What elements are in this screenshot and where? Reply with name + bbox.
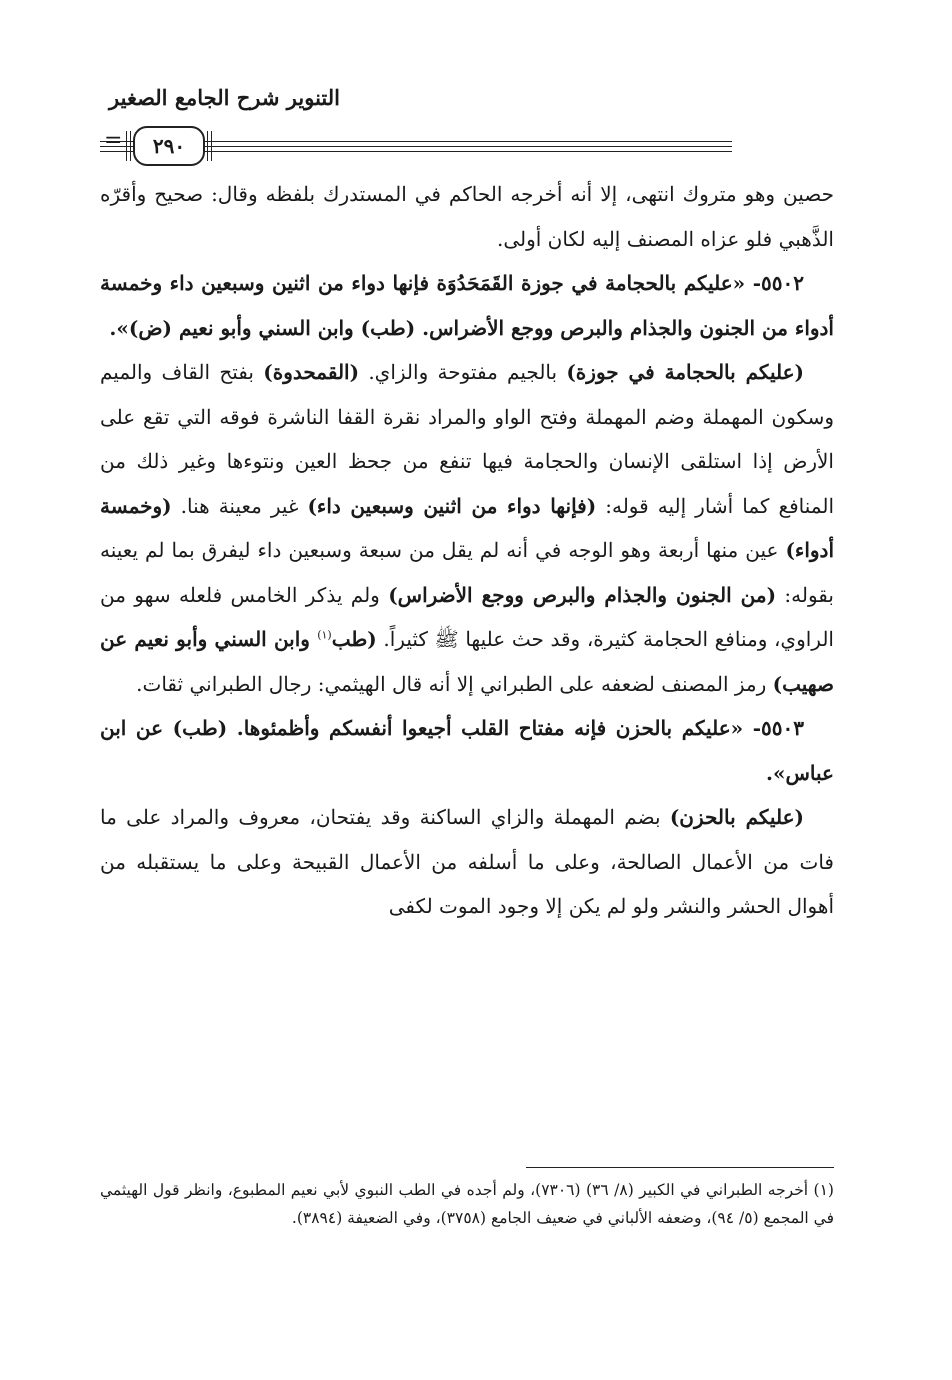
commentary-5502: (عليكم بالحجامة في جوزة) بالجيم مفتوحة والزاي. (القمحدوة) بفتح القاف والميم وسكون المهملة وضم المهملة وفتح الواو والمراد نقرة القفا الناشرة فوقه التي تقع على الأرض إذا استلقى الإنسان والحجامة فيها تنفع من جحظ العين ونتوءها وغير ذلك من المنافع كما أشار إليه قوله: (فإنها دواء من اثنين وسبعين داء) غير معينة هنا. (وخمسة أدواء) عين منها أربعة وهو الوجه في أنه لم يقل من سبعة وسبعين داء ليفرق بما لم يعينه بقوله: (من الجنون والجذام والبرص ووجع الأضراس) ولم يذكر الخامس فلعله سهو من الراوي، ومنافع الحجامة كثيرة، وقد حث عليها ﷺ كثيراً. (طب$^{(١)}$ وابن السني وأبو نعيم عن صهيب) رمز المصنف لضعفه على الطبراني إلا أنه قال الهيثمي: رجال الطبراني ثقات. xyxy=(100,360,835,696)
header-ornament: = xyxy=(104,128,123,153)
commentary-5503: (عليكم بالحزن) بضم المهملة والزاي الساكنة وقد يفتحان، معروف والمراد على ما فات من الأعمال الصالحة، وعلى ما أسلفه من الأعمال القبيحة وعلى ما يستقبله من أهوال الحشر والنشر ولو لم يكن إلا وجود الموت لكفى xyxy=(100,805,834,918)
running-header-title: التنوير شرح الجامع الصغير xyxy=(109,85,340,110)
page-number-text: ٢٩٠ xyxy=(152,134,186,158)
footnote-separator xyxy=(526,1167,834,1168)
page-number xyxy=(133,126,205,166)
paragraph-continuation: حصين وهو متروك انتهى، إلا أنه أخرجه الحاكم في المستدرك بلفظه وقال: صحيح وأقرّه الذَّهبي فلو عزاه المصنف إليه لكان أولى. xyxy=(100,182,834,251)
footnote-ref[interactable]: (١) xyxy=(317,628,332,642)
main-text xyxy=(100,172,834,929)
hadith-5502: ٥٥٠٢- «عليكم بالحجامة في جوزة القَمَحَدُوَة فإنها دواء من اثنين وسبعين داء وخمسة أدواء من الجنون والجذام والبرص ووجع الأضراس. (طب) وابن السني وأبو نعيم (ض)». xyxy=(100,271,834,340)
hadith-5503: ٥٥٠٣- «عليكم بالحزن فإنه مفتاح القلب أجيعوا أنفسكم وأظمئوها. (طب) عن ابن عباس». xyxy=(100,716,834,785)
footnote-1: (١) أخرجه الطبراني في الكبير (٨/ ٣٦) (٧٣٠٦)، ولم أجده في الطب النبوي لأبي نعيم المطبوع، وانظر قول الهيثمي في المجمع (٥/ ٩٤)، وضعفه الألباني في ضعيف الجامع (٣٧٥٨)، وفي الضعيفة (٣٨٩٤). xyxy=(100,1181,834,1227)
footnotes xyxy=(100,1176,834,1232)
